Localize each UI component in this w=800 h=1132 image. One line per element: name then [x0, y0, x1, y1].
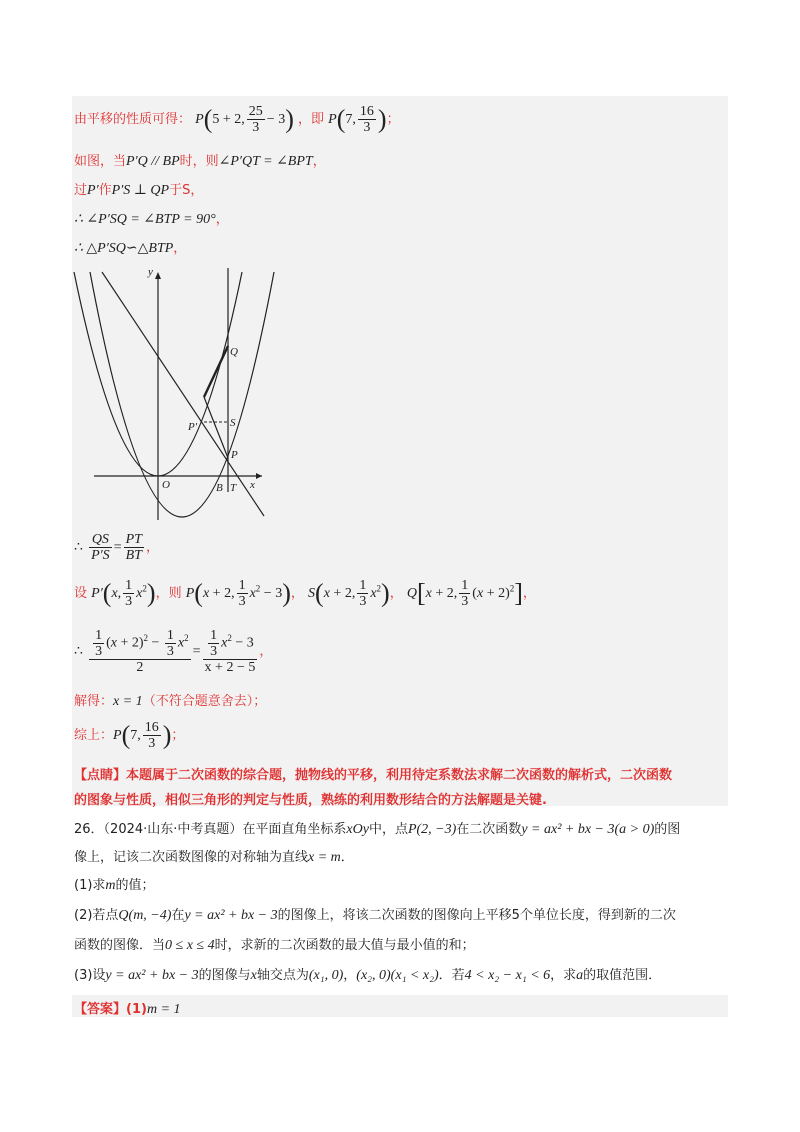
question-part-1: (1)求m的值； [74, 878, 155, 893]
label-p-prime: P′ [188, 421, 198, 433]
question-part-3: (3)设y = ax² + bx − 3的图像与x轴交点为(x₁, 0)，(x₂, 0)(x₁ < x₂)．若4 < x₂ − x₁ < 6，求a的取值范围． [74, 968, 662, 983]
question-line-2: 像上，记该二次函数图像的对称轴为直线x = m． [74, 850, 354, 865]
segment-pp [204, 397, 228, 458]
fraction: $\frac{QS}{P'S}$ [91, 532, 110, 563]
solution-line-3: 过P′作P′S ⊥ QP于S， [74, 183, 204, 198]
answer-line: 【答案】(1)m = 1 [74, 1002, 181, 1017]
question-part-2-cont: 函数的图像．当0 ≤ x ≤ 4时，求新的二次函数的最大值与最小值的和； [74, 938, 475, 953]
solution-line-1: 由平移的性质可得： P(5 + 2, $\frac{25}{3}$ − 3) ，即 P(7, $\frac{16}{3}$ )； [74, 104, 400, 135]
segment-pq [204, 346, 228, 397]
solution-line-10: 综上：P(7, $\frac{16}{3}$ )； [74, 720, 185, 751]
label-b: B [216, 482, 223, 494]
note-line-2: 的图象与性质，相似三角形的判定与性质，熟练的利用数形结合的方法解题是关键. [74, 793, 547, 808]
question-line-1: 26．（2024·山东·中考真题）在平面直角坐标系xOy中，点P(2, −3)在二次函数y = ax² + bx − 3(a > 0)的图 [74, 822, 681, 837]
solution-line-4: ∴ ∠P′SQ = ∠BTP = 90°， [74, 212, 229, 227]
solution-line-5: ∴ △P′SQ∽△BTP， [74, 241, 187, 256]
solution-line-6: ∴ $\frac{QS}{P'S}$ = $\frac{PT}{BT}$ ， [74, 532, 159, 563]
note-line-1: 【点睛】本题属于二次函数的综合题，抛物线的平移，利用待定系数法求解二次函数的解析式，二次函数 [74, 768, 673, 783]
fraction: $\frac{16}{3}$ [359, 104, 374, 135]
solution-line-9: 解得：x = 1（不符合题意舍去）； [74, 694, 267, 709]
y-axis-arrow [155, 272, 161, 279]
label-x: x [250, 479, 255, 491]
fraction: $\frac{1}{3}$ $(x + 2)^2$ − $\frac{1}{3}$ $x^2$ 2 [89, 628, 191, 675]
fraction: $\frac{1}{3}$ $x^2 - 3$ x + 2 − 5 [204, 628, 256, 675]
solution-line-7: 设 P′(x, $\frac{1}{3}$ $x^2$)，则 P(x + 2, $\frac{1}{3}$ $x^2 - 3$)， S(x + 2, $\frac{1}{3}$ $x^2$)， Q[x + 2, $\frac{1}{3}$ $(x + 2)^2$]， [74, 578, 536, 609]
fraction: $\frac{PT}{BT}$ [125, 532, 142, 563]
solution-line-8: ∴ $\frac{1}{3}$ $(x + 2)^2$ − $\frac{1}{3}$ $x^2$ 2 = $\frac{1}{3}$ $x^2 - 3$ x + 2 − 5 ， [74, 628, 273, 675]
question-part-2: (2)若点Q(m, −4)在y = ax² + bx − 3的图像上，将该二次函数的图像向上平移5个单位长度，得到新的二次 [74, 908, 676, 923]
label-s: S [230, 417, 236, 429]
x-axis-arrow [256, 473, 262, 479]
label-y: y [148, 266, 153, 278]
parabola-translated [90, 272, 274, 517]
solution-line-2: 如图，当P′Q // BP时，则∠P′QT = ∠BPT， [74, 154, 326, 169]
label-t: T [230, 482, 237, 494]
fraction: $\frac{25}{3}$ [248, 104, 263, 135]
label-o: O [162, 479, 170, 491]
label-q: Q [230, 346, 238, 358]
line-bp [102, 272, 264, 516]
parabola-figure [72, 262, 282, 522]
label-p: P [231, 449, 238, 461]
